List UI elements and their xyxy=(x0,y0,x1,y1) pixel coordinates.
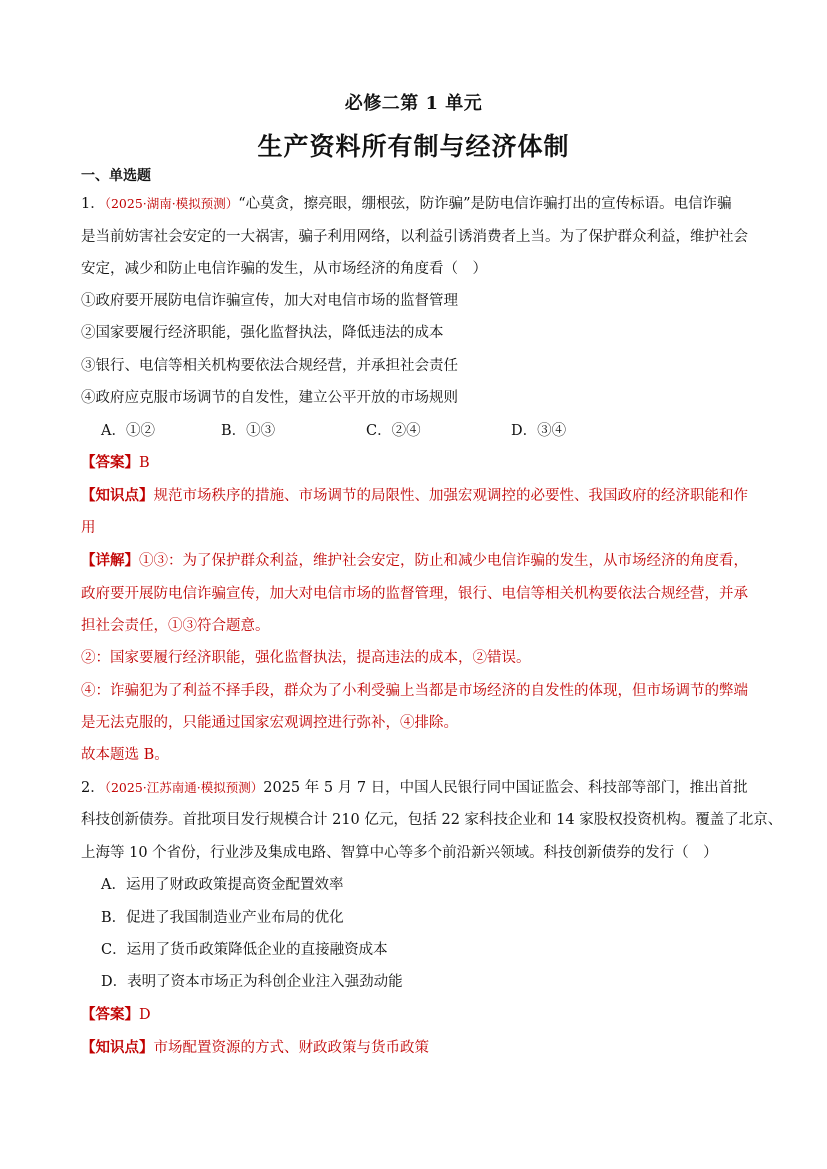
q1-option-d: D．③④ xyxy=(511,423,567,439)
q2-kp-text: 市场配置资源的方式、财政政策与货币政策 xyxy=(153,1040,429,1056)
q1-detail-tag: 【详解】 xyxy=(81,552,139,569)
q2-answer xyxy=(81,1005,151,1025)
q2-knowledge-point xyxy=(81,1038,429,1058)
q1-source: （2025·湖南·模拟预测） xyxy=(104,196,239,211)
q1-option-b: B．①③ xyxy=(221,423,276,439)
q1-answer-tag: 【答案】 xyxy=(81,454,139,471)
q1-conclusion: 故本题选 B。 xyxy=(81,747,169,763)
q1-option-c: C．②④ xyxy=(366,423,421,439)
q1-detail-line-6: 是无法克服的，只能通过国家宏观调控进行弥补，④排除。 xyxy=(81,715,458,731)
q2-number: 2． xyxy=(81,780,105,796)
q1-detail-line-5: ④：诈骗犯为了利益不择手段，群众为了小利受骗上当都是市场经济的自发性的体现，但市场调节的弊端 xyxy=(81,683,748,699)
q1-answer xyxy=(81,453,150,473)
q1-detail-text-1: ①③：为了保护群众利益，维护社会安定，防止和减少电信诈骗的发生，从市场经济的角度看， xyxy=(139,553,748,569)
q2-option-c: C．运用了货币政策降低企业的直接融资成本 xyxy=(101,942,388,958)
page-title: 生产资料所有制与经济体制 xyxy=(257,132,570,161)
q1-kp-text-1: 规范市场秩序的措施、市场调节的局限性、加强宏观调控的必要性、我国政府的经济职能和作 xyxy=(153,488,748,504)
q1-item-4: ④政府应克服市场调节的自发性，建立公平开放的市场规则 xyxy=(81,390,458,406)
q1-knowledge-point-line-1 xyxy=(81,486,748,506)
q1-knowledge-point-line-2: 用 xyxy=(81,520,96,536)
q2-option-b: B．促进了我国制造业产业布局的优化 xyxy=(101,910,344,926)
q1-item-1: ①政府要开展防电信诈骗宣传，加大对电信市场的监督管理 xyxy=(81,293,458,309)
section-heading: 一、单选题 xyxy=(81,168,151,184)
unit-subtitle: 必修二第 1 单元 xyxy=(344,93,483,114)
q2-source: （2025·江苏南通·模拟预测） xyxy=(104,780,264,795)
q2-stem-line-3: 上海等 10 个省份，行业涉及集成电路、智算中心等多个前沿新兴领域。科技创新债券的发行（ ） xyxy=(81,845,718,861)
q2-stem-text-1: 2025 年 5 月 7 日，中国人民银行同中国证监会、科技部等部门，推出首批 xyxy=(263,780,748,796)
q2-answer-tag: 【答案】 xyxy=(81,1006,139,1023)
q2-kp-tag: 【知识点】 xyxy=(81,1039,154,1056)
q1-answer-value: B xyxy=(139,455,150,471)
q1-item-2: ②国家要履行经济职能，强化监督执法，降低违法的成本 xyxy=(81,325,444,341)
q1-kp-tag: 【知识点】 xyxy=(81,487,154,504)
q2-stem-line-1 xyxy=(81,778,748,798)
q1-option-a: A．①② xyxy=(101,423,155,439)
q1-stem-text-1: “心莫贪，擦亮眼，绷根弦，防诈骗”是防电信诈骗打出的宣传标语。电信诈骗 xyxy=(238,196,732,212)
q1-stem-line-1 xyxy=(81,194,732,214)
q1-detail-line-3: 担社会责任，①③符合题意。 xyxy=(81,618,270,634)
q1-stem-line-3: 安定，减少和防止电信诈骗的发生，从市场经济的角度看（ ） xyxy=(81,261,487,277)
q1-detail-line-4: ②：国家要履行经济职能，强化监督执法，提高违法的成本，②错误。 xyxy=(81,650,531,666)
q2-option-d: D．表明了资本市场正为科创企业注入强劲动能 xyxy=(101,974,403,990)
q2-option-a: A．运用了财政政策提高资金配置效率 xyxy=(101,877,344,893)
q1-number: 1． xyxy=(81,196,105,212)
q2-stem-line-2: 科技创新债券。首批项目发行规模合计 210 亿元，包括 22 家科技企业和 14 家股权投资机构。覆盖了北京、 xyxy=(81,812,783,828)
q1-item-3: ③银行、电信等相关机构要依法合规经营，并承担社会责任 xyxy=(81,358,458,374)
q2-answer-value: D xyxy=(139,1007,151,1023)
q1-stem-line-2: 是当前妨害社会安定的一大祸害，骗子利用网络，以利益引诱消费者上当。为了保护群众利益，维护社会 xyxy=(81,229,748,245)
q1-detail-line-2: 政府要开展防电信诈骗宣传，加大对电信市场的监督管理，银行、电信等相关机构要依法合规经营，并承 xyxy=(81,586,748,602)
q1-detail-line-1 xyxy=(81,551,748,571)
